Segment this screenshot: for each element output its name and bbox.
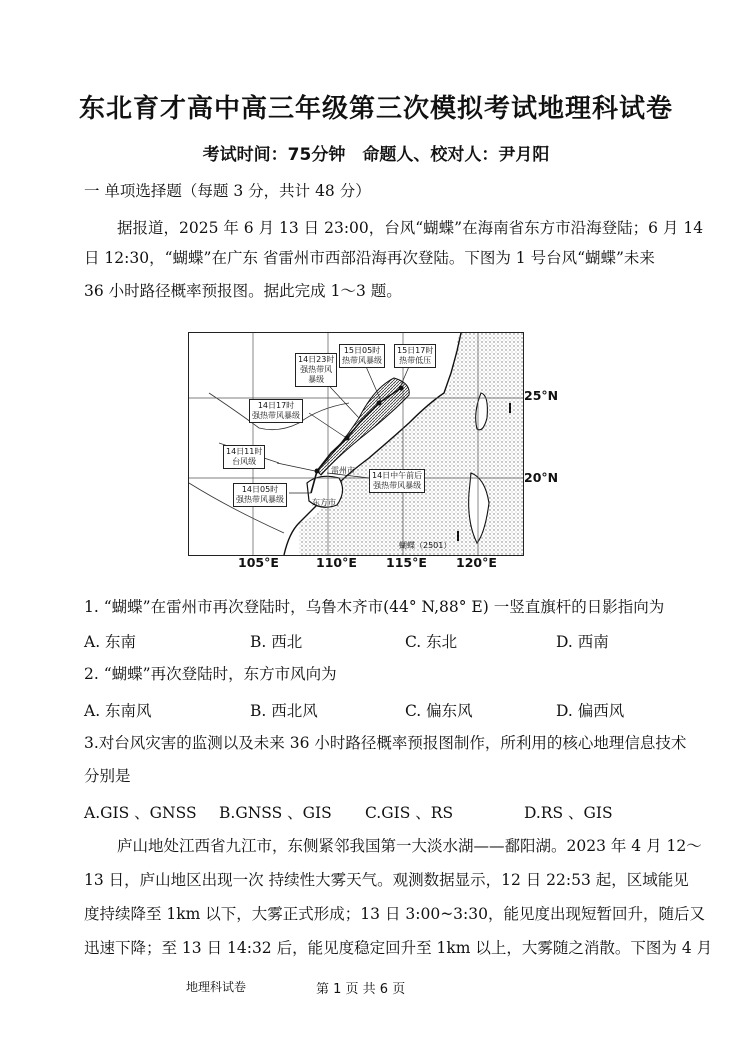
q1-option-b: B. 西北 — [250, 633, 303, 651]
callout-level: 强热带风暴级 — [373, 481, 422, 490]
callout-14d-noon — [369, 469, 425, 493]
label-leizhou: 雷州市 — [331, 466, 355, 475]
q2-option-b: B. 西北风 — [250, 702, 318, 720]
lon-label-110e: 110°E — [316, 555, 357, 570]
typhoon-path-map — [188, 332, 524, 556]
callout-time: 15日05时 — [343, 346, 381, 355]
q3-option-d: D.RS 、GIS — [524, 804, 613, 822]
q1-option-d: D. 西南 — [556, 633, 609, 651]
callout-time: 14日23时 — [298, 355, 335, 364]
callout-level: 台风级 — [232, 457, 257, 466]
callout-14d17h — [249, 399, 303, 423]
lon-label-105e: 105°E — [238, 555, 279, 570]
q1-option-c: C. 东北 — [405, 633, 458, 651]
callout-time: 15日17时 — [397, 346, 434, 355]
callout-level: 热带低压 — [399, 356, 432, 365]
exam-info: 考试时间：75分钟 命题人、校对人：尹月阳 — [202, 145, 550, 165]
callout-15d05h — [339, 344, 385, 368]
callout-level: 强热带风 — [300, 365, 333, 374]
callout-level: 热带风暴级 — [342, 356, 382, 365]
passage1-line3: 36 小时路径概率预报图。据此完成 1～3 题。 — [84, 282, 402, 300]
callout-time: 14日中午前后 — [372, 471, 423, 480]
passage2-line2: 13 日，庐山地区出现一次 持续性大雾天气。观测数据显示，12 日 22:53 起，区域能见 — [84, 871, 689, 889]
q1-option-a: A. 东南 — [84, 633, 137, 651]
label-dongfang: 东方市 — [312, 498, 336, 507]
question-2-stem: 2. “蝴蝶”再次登陆时，东方市风向为 — [84, 665, 337, 683]
passage2-line3: 度持续降至 1km 以下，大雾正式形成；13 日 3:00~3:30，能见度出现短暂回升，随后又 — [84, 905, 705, 923]
q2-option-d: D. 偏西风 — [556, 702, 625, 720]
callout-14d05h — [233, 483, 287, 507]
question-3-stem-line2: 分别是 — [84, 767, 131, 785]
passage1-line2: 日 12:30，“蝴蝶”在广东 省雷州市西部沿海再次登陆。下图为 1 号台风“蝴蝶”未来 — [84, 249, 655, 267]
question-3-stem-line1: 3.对台风灾害的监测以及未来 36 小时路径概率预报图制作，所利用的核心地理信息技术 — [84, 734, 687, 752]
q3-option-a: A.GIS 、GNSS — [84, 804, 197, 822]
callout-time: 14日11时 — [226, 447, 263, 456]
callout-14d23h — [295, 353, 337, 387]
callout-15d17h — [394, 344, 436, 368]
label-typhoon-name: 蝴蝶（2501） — [399, 541, 452, 550]
callout-14d11h — [223, 445, 265, 469]
q2-option-c: C. 偏东风 — [405, 702, 473, 720]
passage2-line4: 迅速下降；至 13 日 14:32 后，能见度稳定回升至 1km 以上，大雾随之消散。下图为 4 月 — [84, 939, 713, 957]
passage1-line1: 据报道，2025 年 6 月 13 日 23:00，台风“蝴蝶”在海南省东方市沿海登陆；6 月 14 — [117, 219, 704, 237]
callout-time: 14日17时 — [257, 401, 295, 410]
q3-option-c: C.GIS 、RS — [365, 804, 454, 822]
lat-label-25n: 25°N — [524, 388, 559, 403]
footer-subject: 地理科试卷 — [186, 980, 247, 994]
q3-option-b: B.GNSS 、GIS — [219, 804, 332, 822]
callout-time: 14日05时 — [241, 485, 279, 494]
section-heading: 一 单项选择题（每题 3 分，共计 48 分） — [84, 182, 371, 200]
lon-label-115e: 115°E — [386, 555, 427, 570]
callout-level-cont: 暴级 — [308, 375, 325, 384]
callout-level: 强热带风暴级 — [236, 495, 284, 504]
question-1-stem: 1. “蝴蝶”在雷州市再次登陆时，乌鲁木齐市(44° N,88° E) 一竖直旗杆的日影指向为 — [84, 598, 665, 616]
footer-page-number: 第 1 页 共 6 页 — [316, 982, 406, 997]
q2-option-a: A. 东南风 — [84, 702, 152, 720]
callout-level: 强热带风暴级 — [252, 411, 300, 420]
lat-label-20n: 20°N — [524, 470, 559, 485]
passage2-line1: 庐山地处江西省九江市，东侧紧邻我国第一大淡水湖——鄱阳湖。2023 年 4 月 12～ — [117, 837, 702, 855]
page-title: 东北育才高中高三年级第三次模拟考试地理科试卷 — [78, 94, 673, 124]
lon-label-120e: 120°E — [456, 555, 497, 570]
